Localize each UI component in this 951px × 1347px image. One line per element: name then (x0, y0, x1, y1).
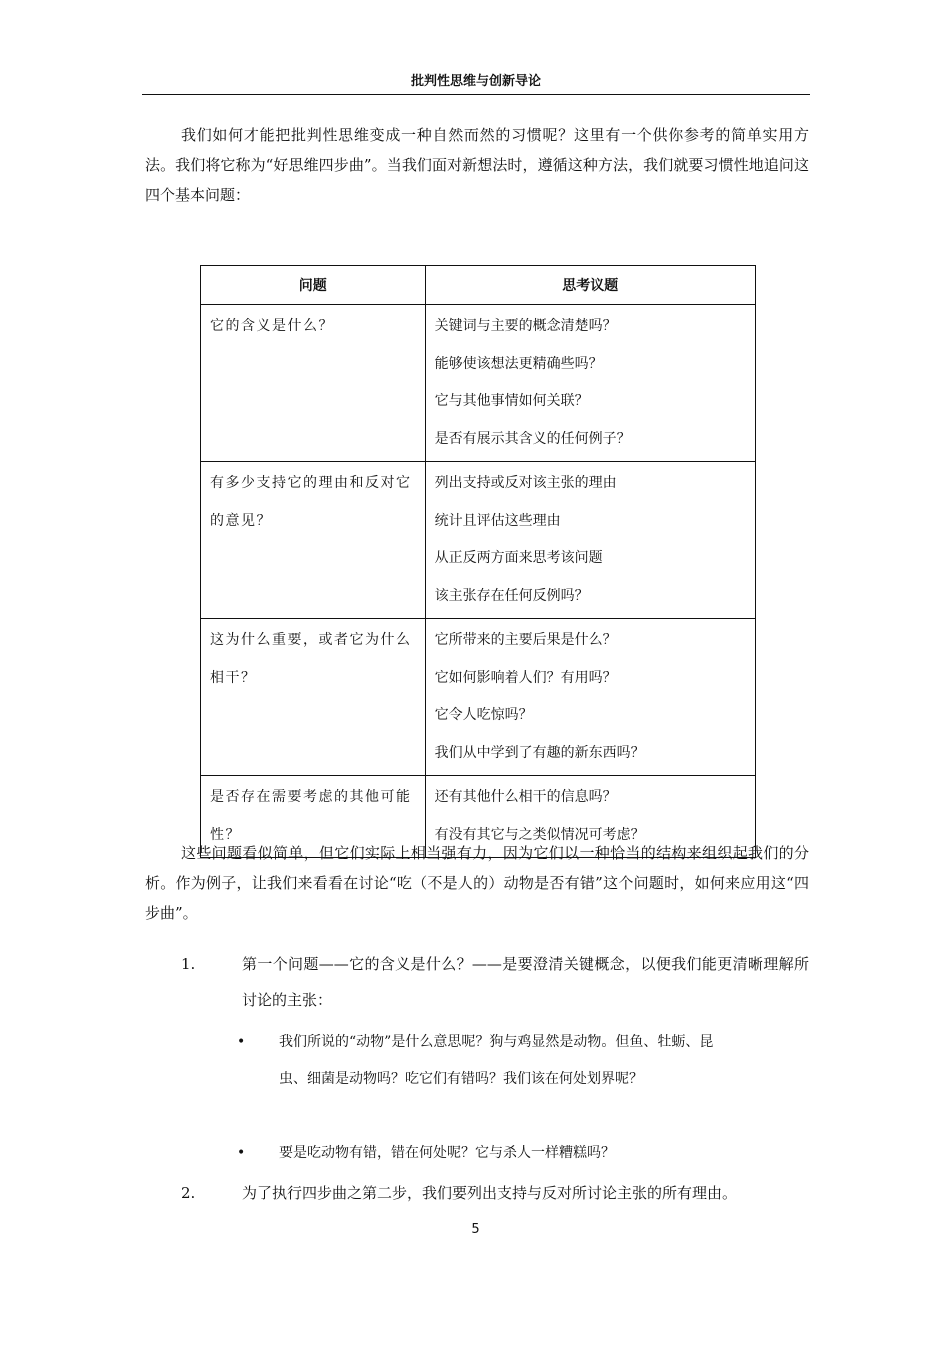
bullet-mark: • (237, 1145, 246, 1161)
question-cell: 这为什么重要，或者它为什么相干？ (201, 619, 426, 776)
topic-line: 列出支持或反对该主张的理由 (434, 475, 617, 491)
topic-line: 该主张存在任何反例吗？ (434, 587, 589, 604)
topic-line: 能够使该想法更精确些吗？ (434, 355, 603, 372)
topic-line: 从正反两方面来思考该问题 (434, 550, 603, 566)
topic-line: 有没有其它与之类似情况可考虑？ (434, 826, 645, 843)
topic-line: 它如何影响着人们？有用吗？ (434, 669, 617, 686)
topic-line: 我们从中学到了有趣的新东西吗？ (434, 744, 645, 761)
column-header-topics: 思考议题 (425, 266, 755, 305)
question-cell: 是否存在需要考虑的其他可能性？ (201, 776, 426, 858)
table-row (201, 619, 756, 776)
topic-line: 还有其他什么相干的信息吗？ (434, 789, 617, 805)
topic-line: 关键词与主要的概念清楚吗？ (434, 318, 617, 334)
running-header: 批判性思维与创新导论 (410, 74, 541, 89)
topics-cell (425, 619, 755, 776)
four-step-table (200, 265, 756, 858)
header-rule (142, 94, 810, 95)
item-text: 第一个问题——它的含义是什么？——是要澄清关键概念，以便我们能更清晰理解所讨论的主张： (242, 955, 809, 1009)
column-header-question: 问题 (201, 266, 426, 305)
topic-line: 它与其他事情如何关联？ (434, 393, 589, 409)
item-text: 为了执行四步曲之第二步，我们要列出支持与反对所讨论主张的所有理由。 (242, 1184, 738, 1202)
topic-line: 它令人吃惊吗？ (434, 707, 533, 723)
bullet-text: 要是吃动物有错，错在何处呢？它与杀人一样糟糕吗？ (279, 1145, 615, 1161)
topic-line: 它所带来的主要后果是什么？ (434, 632, 617, 648)
table-row (201, 305, 756, 462)
topic-line: 是否有展示其含义的任何例子？ (434, 430, 631, 447)
intro-paragraph: 我们如何才能把批判性思维变成一种自然而然的习惯呢？这里有一个供你参考的简单实用方法。我们将它称为“好思维四步曲”。当我们面对新想法时，遵循这种方法，我们就要习惯性地追问这四个基本问题： (145, 126, 809, 204)
table-header-row (201, 266, 756, 305)
item-number: 1. (181, 955, 196, 973)
question-cell: 有多少支持它的理由和反对它的意见？ (201, 462, 426, 619)
analysis-paragraph: 这些问题看似简单，但它们实际上相当强有力，因为它们以一种恰当的结构来组织起我们的分析。作为例子，让我们来看看在讨论“吃（不是人的）动物是否有错”这个问题时，如何来应用这“四步曲”。 (145, 844, 809, 922)
topic-line: 统计且评估这些理由 (434, 512, 561, 529)
item-number: 2. (181, 1184, 196, 1202)
question-cell: 它的含义是什么？ (201, 305, 426, 462)
table-row (201, 462, 756, 619)
topics-cell (425, 462, 755, 619)
page-number: 5 (471, 1222, 480, 1237)
topics-cell (425, 305, 755, 462)
bullet-text: 我们所说的“动物”是什么意思呢？狗与鸡显然是动物。但鱼、牡蛎、昆虫、细菌是动物吗？吃它们有错吗？我们该在何处划界呢？ (279, 1034, 714, 1087)
bullet-mark: • (237, 1034, 246, 1050)
